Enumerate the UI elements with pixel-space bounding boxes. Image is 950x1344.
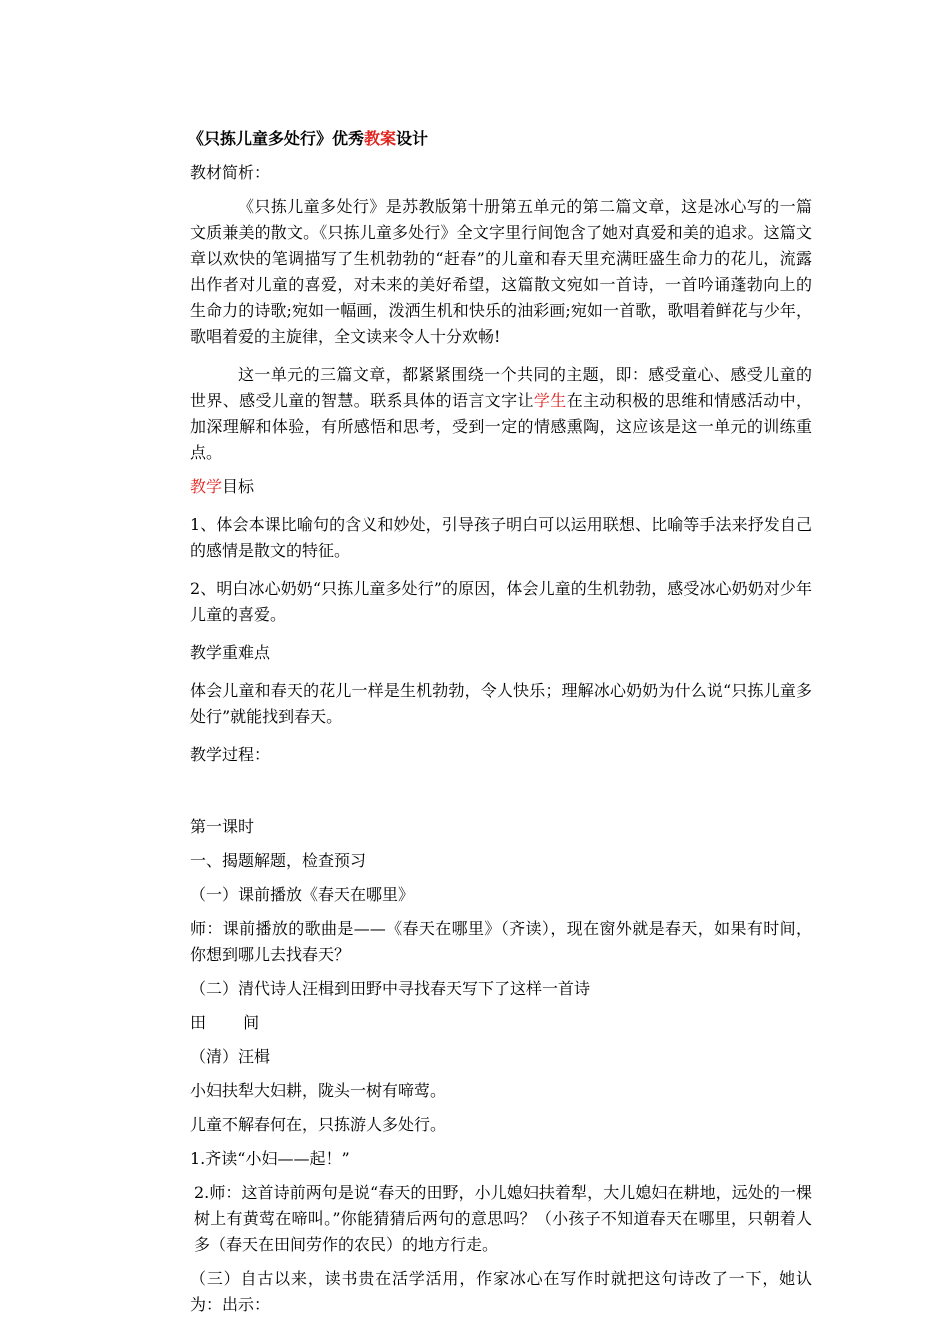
document-body xyxy=(190,126,812,1318)
section-heading-intro: 教材简析： xyxy=(190,163,271,182)
teaching-highlight-link[interactable]: 教学 xyxy=(190,477,223,496)
student-highlight-link[interactable]: 学生 xyxy=(533,391,567,410)
intro-paragraph-2-text-end: 在主动积极的思维和情感活动中，加深理解和体验，有所感悟和思考，受到一定的情感熏陶，这应该是这一单元的训练重点。 xyxy=(190,391,812,462)
section-heading-process: 教学过程： xyxy=(190,745,271,764)
goal-item-2: 2、明白冰心奶奶“只拣儿童多处行”的原因，体会儿童的生机勃勃，感受冰心奶奶对少年儿童的喜爱。 xyxy=(190,579,812,624)
intro-paragraph-2 xyxy=(190,362,812,466)
poem-line-2: 儿童不解春何在，只拣游人多处行。 xyxy=(190,1115,447,1134)
intro-paragraph-1: 《只拣儿童多处行》是苏教版第十册第五单元的第二篇文章，这是冰心写的一篇文质兼美的散文。《只拣儿童多处行》全文字里行间饱含了她对真爱和美的追求。这篇文章以欢快的笔调描写了生机勃勃的“赶春”的儿童和春天里充满旺盛生命力的花儿，流露出作者对儿童的喜爱，对未来的美好希望，这篇散文宛如一首诗，一首吟诵蓬勃向上的生命力的诗歌;宛如一幅画，泼洒生机和快乐的油彩画;宛如一首歌，歌唱着鲜花与少年，歌唱着爱的主旋律，全文读来令人十分欢畅! xyxy=(190,197,812,346)
sub-step-2: （二）清代诗人汪楫到田野中寻找春天写下了这样一首诗 xyxy=(190,979,591,998)
title-text: 《只拣儿童多处行》优秀 xyxy=(188,129,365,148)
teacher-dialogue-2: 2.师：这首诗前两句是说“春天的田野，小儿媳妇扶着犁，大儿媳妇在耕地，远处的一棵树上有黄莺在啼叫。”你能猜猜后两句的意思吗？（小孩子不知道春天在哪里，只朝着人多（春天在田间劳作的农民）的地方行走。 xyxy=(194,1183,812,1254)
poem-title: 田 间 xyxy=(190,1013,276,1032)
goal-item-1: 1、体会本课比喻句的含义和妙处，引导孩子明白可以运用联想、比喻等手法来抒发自己的感情是散文的特征。 xyxy=(190,515,812,560)
section-heading-goals xyxy=(190,474,812,500)
poem-line-1: 小妇扶犁大妇耕，陇头一树有啼莺。 xyxy=(190,1081,447,1100)
sub-step-1: （一）课前播放《春天在哪里》 xyxy=(190,885,415,904)
lesson-heading: 第一课时 xyxy=(190,817,255,836)
goals-heading-text: 目标 xyxy=(222,477,255,496)
teacher-dialogue-1: 师：课前播放的歌曲是——《春天在哪里》（齐读），现在窗外就是春天，如果有时间，你想到哪儿去找春天？ xyxy=(190,919,812,964)
reading-instruction: 1.齐读“小妇——起！” xyxy=(190,1149,350,1168)
step-heading-1: 一、揭题解题，检查预习 xyxy=(190,851,367,870)
title-highlight-link[interactable]: 教案 xyxy=(364,129,397,148)
poem-author: （清）汪楫 xyxy=(190,1047,271,1066)
title-suffix: 设计 xyxy=(396,129,429,148)
document-title xyxy=(188,126,812,152)
key-points-text: 体会儿童和春天的花儿一样是生机勃勃，令人快乐；理解冰心奶奶为什么说“只拣儿童多处行”就能找到春天。 xyxy=(190,681,812,726)
sub-step-3: （三）自古以来，读书贵在活学活用，作家冰心在写作时就把这句诗改了一下，她认为：出示： xyxy=(190,1269,812,1314)
section-heading-key-points: 教学重难点 xyxy=(190,643,271,662)
intro-paragraph-2-text: 这一单元的三篇文章，都紧紧围绕一个共同的主题，即：感受童心、感受儿童的世界、感受儿童的智慧。联系具体的语言文字让 xyxy=(190,365,812,410)
